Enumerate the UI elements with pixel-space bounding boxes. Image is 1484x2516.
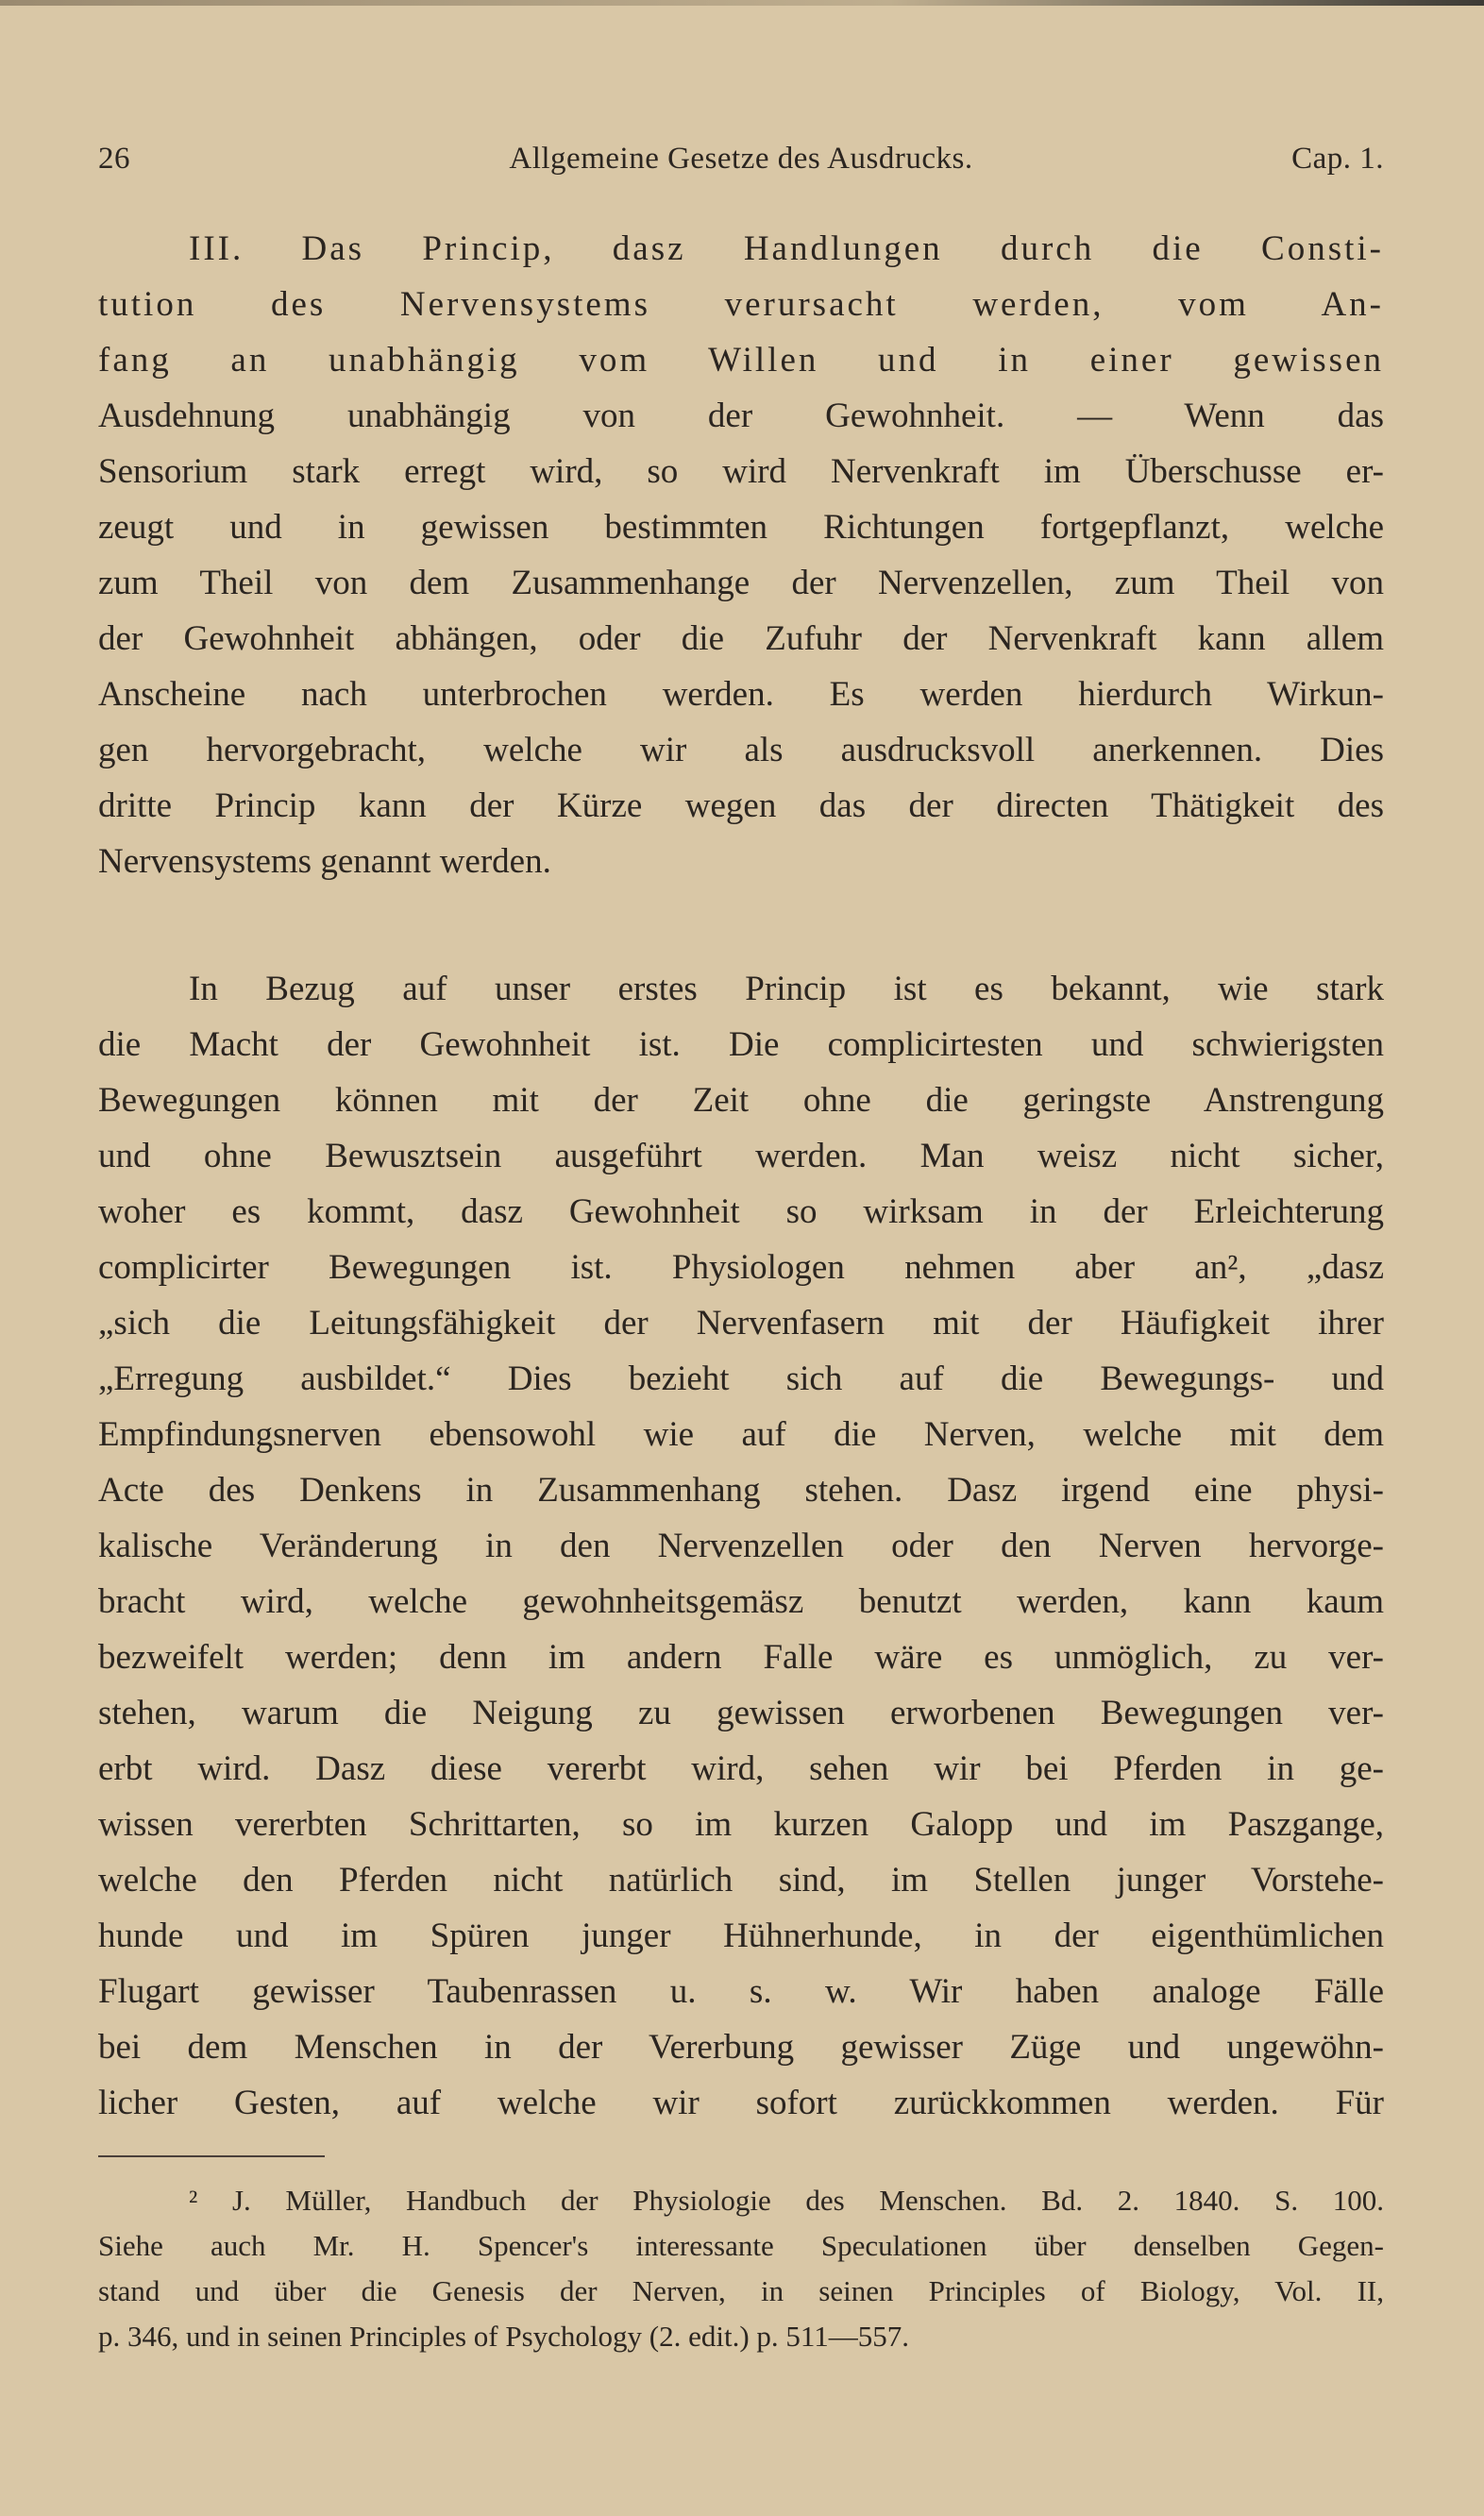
text-line: kalische Veränderung in den Nervenzellen oder den Nerven hervorge- [98,1527,1384,1565]
running-title: Allgemeine Gesetze des Ausdrucks. [509,142,973,176]
text-line: Flugart gewisser Taubenrassen u. s. w. Wir haben analoge Fälle [98,1972,1384,2011]
footnote-rule [98,2155,325,2157]
text-line: zeugt und in gewissen bestimmten Richtungen fortgepflanzt, welche [98,508,1384,547]
text-line: tution des Nervensystems verursacht werden, vom An- [98,285,1384,324]
text-line: der Gewohnheit abhängen, oder die Zufuhr der Nervenkraft kann allem [98,619,1384,658]
text-line: bracht wird, welche gewohnheitsgemäsz benutzt werden, kann kaum [98,1582,1384,1621]
footnote-line: stand und über die Genesis der Nerven, in seinen Principles of Biology, Vol. II, [98,2274,1384,2307]
text-line: Anscheine nach unterbrochen werden. Es werden hierdurch Wirkun- [98,675,1384,714]
text-line: die Macht der Gewohnheit ist. Die complicirtesten und schwierigsten [98,1025,1384,1064]
page-top-edge [0,0,1484,6]
text-line: „Erregung ausbildet.“ Dies bezieht sich auf die Bewegungs- und [98,1359,1384,1398]
text-line: Bewegungen können mit der Zeit ohne die geringste Anstrengung [98,1081,1384,1120]
page-number: 26 [98,142,130,176]
text-line: stehen, warum die Neigung zu gewissen erworbenen Bewegungen ver- [98,1694,1384,1732]
chapter-label: Cap. 1. [1291,142,1384,176]
text-line: erbt wird. Dasz diese vererbt wird, sehen wir bei Pferden in ge- [98,1749,1384,1788]
paragraph-principle-three [98,221,1384,889]
text-line: wissen vererbten Schrittarten, so im kurzen Galopp und im Paszgange, [98,1805,1384,1844]
text-line: „sich die Leitungsfähigkeit der Nervenfasern mit der Häufigkeit ihrer [98,1304,1384,1342]
text-line: fang an unabhängig vom Willen und in einer gewissen [98,341,1384,380]
text-line: und ohne Bewusztsein ausgeführt werden. Man weisz nicht sicher, [98,1137,1384,1175]
text-line: Empfindungsnerven ebensowohl wie auf die Nerven, welche mit dem [98,1415,1384,1454]
text-line: In Bezug auf unser erstes Princip ist es bekannt, wie stark [189,970,1384,1008]
text-line: Acte des Denkens in Zusammenhang stehen. Dasz irgend eine physi- [98,1471,1384,1510]
footnote [98,2178,1384,2359]
footnote-line: Siehe auch Mr. H. Spencer's interessante Speculationen über denselben Gegen- [98,2229,1384,2262]
text-line: hunde und im Spüren junger Hühnerhunde, in der eigenthümlichen [98,1917,1384,1955]
text-line: welche den Pferden nicht natürlich sind, im Stellen junger Vorstehe- [98,1861,1384,1900]
text-line: Sensorium stark erregt wird, so wird Nervenkraft im Überschusse er- [98,452,1384,491]
text-line: bezweifelt werden; denn im andern Falle wäre es unmöglich, zu ver- [98,1638,1384,1677]
footnote-line: p. 346, und in seinen Principles of Psychology (2. edit.) p. 511—557. [98,2320,910,2353]
text-line: Ausdehnung unabhängig von der Gewohnheit. — Wenn das [98,397,1384,435]
text-line: dritte Princip kann der Kürze wegen das der directen Thätigkeit des [98,786,1384,825]
text-line: Nervensystems genannt werden. [98,842,551,881]
text-line: III. Das Princip, dasz Handlungen durch die Consti- [189,229,1384,268]
text-line: gen hervorgebracht, welche wir als ausdrucksvoll anerkennen. Dies [98,731,1384,769]
running-head [98,142,1384,189]
text-line: woher es kommt, dasz Gewohnheit so wirksam in der Erleichterung [98,1192,1384,1231]
text-line: licher Gesten, auf welche wir sofort zurückkommen werden. Für [98,2084,1384,2122]
text-line: complicirter Bewegungen ist. Physiologen nehmen aber an², „dasz [98,1248,1384,1287]
text-line: zum Theil von dem Zusammenhange der Nervenzellen, zum Theil von [98,564,1384,602]
paragraph-first-principle [98,961,1384,2131]
text-line: bei dem Menschen in der Vererbung gewisser Züge und ungewöhn- [98,2028,1384,2067]
footnote-line: ² J. Müller, Handbuch der Physiologie des Menschen. Bd. 2. 1840. S. 100. [189,2184,1384,2217]
book-page [98,142,1384,2359]
